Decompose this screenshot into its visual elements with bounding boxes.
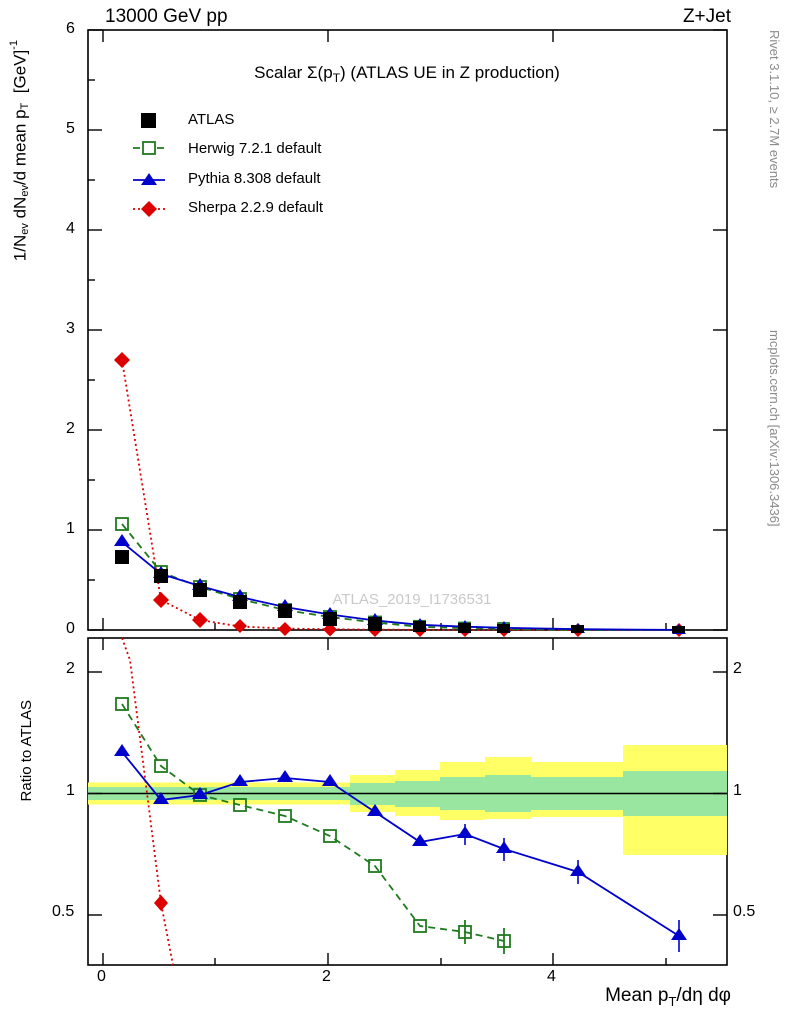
ratio-y-axis-label: Ratio to ATLAS bbox=[18, 700, 35, 802]
legend-marker-pythia bbox=[133, 173, 165, 185]
legend-label-sherpa: Sherpa 2.2.9 default bbox=[188, 199, 324, 216]
ratio-ytick-1-right: 1 bbox=[733, 782, 742, 799]
main-panel-frame bbox=[88, 30, 727, 630]
ratio-ytick-2-left: 2 bbox=[66, 660, 75, 677]
series-herwig-line bbox=[122, 524, 679, 630]
y-axis-label: $1/N_{ev}$ $dN_{ev}/d$ mean $p_T$ [GeV]$^{-1}$ bbox=[8, 40, 32, 262]
ratio-sherpa-markers bbox=[154, 895, 168, 911]
main-y-ticks bbox=[88, 30, 727, 630]
ratio-herwig-markers bbox=[116, 698, 510, 954]
mcplots-arxiv-label: mcplots.cern.ch [arXiv:1306.3436] bbox=[767, 330, 782, 527]
legend bbox=[133, 113, 165, 217]
header-process-label: Z+Jet bbox=[682, 6, 731, 27]
legend-label-pythia: Pythia 8.308 default bbox=[188, 170, 321, 187]
legend-marker-herwig bbox=[133, 142, 165, 154]
rivet-version-label: Rivet 3.1.10, ≥ 2.7M events bbox=[767, 30, 782, 189]
ytick-6: 6 bbox=[66, 20, 75, 37]
x-axis-label: Mean $p_T/d\eta$ dφ bbox=[605, 985, 731, 1009]
legend-label-herwig: Herwig 7.2.1 default bbox=[188, 140, 322, 157]
ytick-5: 5 bbox=[66, 120, 75, 137]
xtick-0: 0 bbox=[97, 968, 106, 985]
ratio-uncertainty-bands bbox=[88, 745, 727, 855]
ratio-herwig-line bbox=[122, 704, 504, 941]
ratio-ytick-0-5-left: 0.5 bbox=[52, 903, 75, 920]
ratio-ytick-1-left: 1 bbox=[66, 782, 75, 799]
xtick-2: 2 bbox=[322, 968, 331, 985]
ytick-2: 2 bbox=[66, 420, 75, 437]
plot-title: Scalar $\Sigma(p_T)$ (ATLAS UE in Z production) bbox=[254, 63, 560, 85]
dataset-watermark: ATLAS_2019_I1736531 bbox=[332, 591, 492, 608]
ytick-0: 0 bbox=[66, 620, 75, 637]
ytick-4: 4 bbox=[66, 220, 75, 237]
xtick-4: 4 bbox=[547, 968, 556, 985]
legend-label-atlas: ATLAS bbox=[188, 111, 235, 128]
ratio-ytick-0-5-right: 0.5 bbox=[733, 903, 756, 920]
ratio-ytick-2-right: 2 bbox=[733, 660, 742, 677]
legend-marker-atlas bbox=[141, 113, 156, 128]
legend-marker-sherpa bbox=[133, 201, 165, 217]
header-beam-label: 13000 GeV pp bbox=[105, 6, 228, 27]
ytick-1: 1 bbox=[66, 520, 75, 537]
ytick-3: 3 bbox=[66, 320, 75, 337]
